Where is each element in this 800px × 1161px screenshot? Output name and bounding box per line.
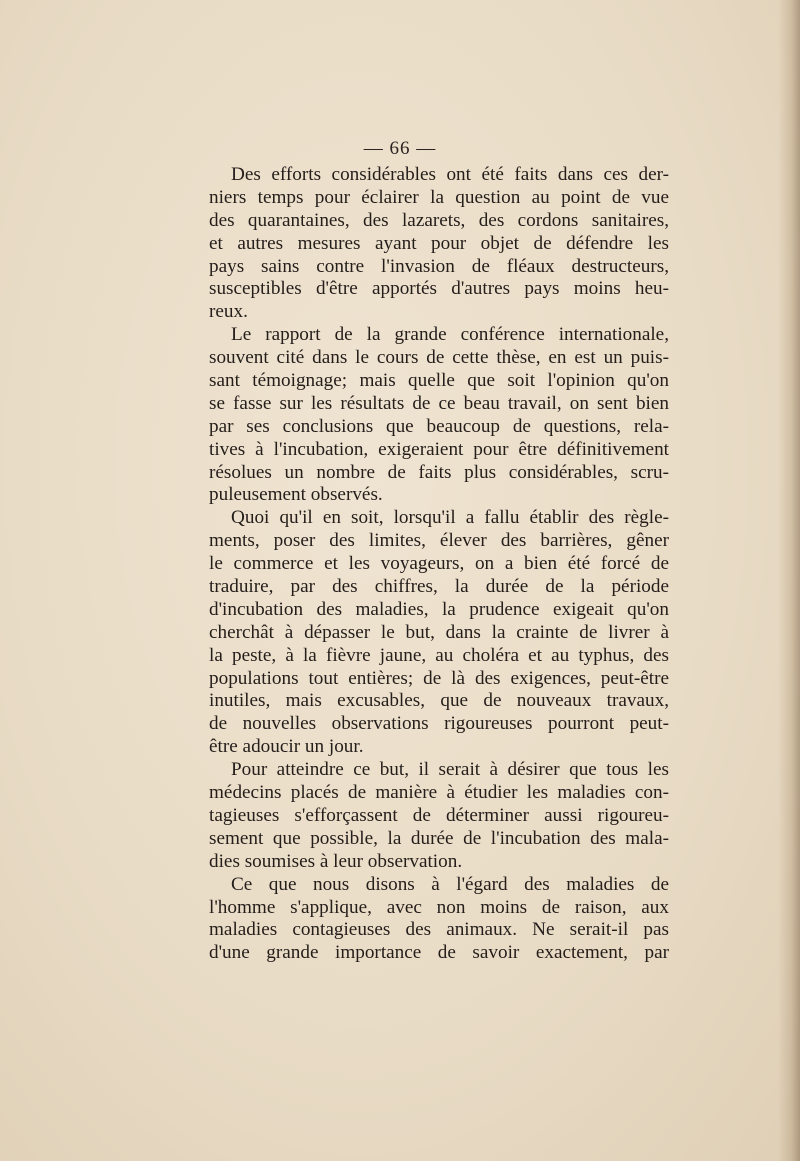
- text-line: se fasse sur les résultats de ce beau travail, on sent bien: [209, 392, 669, 414]
- text-line: maladies contagieuses des animaux. Ne serait-il pas: [209, 919, 669, 941]
- text-line: sant témoignage; mais quelle que soit l'opinion qu'on: [209, 370, 669, 392]
- text-line: pays sains contre l'invasion de fléaux destructeurs,: [209, 255, 669, 277]
- text-line: l'homme s'applique, avec non moins de raison, aux: [209, 896, 669, 918]
- text-line: Quoi qu'il en soit, lorsqu'il a fallu établir des règle-: [231, 507, 669, 529]
- body-text: [209, 164, 669, 965]
- text-line: susceptibles d'être apportés d'autres pays moins heu-: [209, 278, 669, 300]
- page-edge-shadow: [778, 0, 800, 1161]
- text-line: populations tout entières; de là des exigences, peut-être: [209, 667, 669, 689]
- text-line: Pour atteindre ce but, il serait à désirer que tous les: [231, 759, 669, 781]
- text-line: des quarantaines, des lazarets, des cordons sanitaires,: [209, 209, 669, 231]
- text-line: Le rapport de la grande conférence internationale,: [231, 324, 669, 346]
- text-line: souvent cité dans le cours de cette thèse, en est un puis-: [209, 347, 669, 369]
- text-line: le commerce et les voyageurs, on a bien été forcé de: [209, 553, 669, 575]
- text-line: cherchât à dépasser le but, dans la crainte de livrer à: [209, 621, 669, 643]
- text-line: de nouvelles observations rigoureuses pourront peut-: [209, 713, 669, 735]
- text-line: être adoucir un jour.: [209, 736, 364, 758]
- text-line: la peste, à la fièvre jaune, au choléra et au typhus, des: [209, 644, 669, 666]
- text-line: traduire, par des chiffres, la durée de la période: [209, 576, 669, 598]
- text-line: résolues un nombre de faits plus considérables, scru-: [209, 461, 669, 483]
- text-line: Ce que nous disons à l'égard des maladies de: [231, 873, 669, 895]
- text-line: reux.: [209, 301, 248, 323]
- text-line: et autres mesures ayant pour objet de défendre les: [209, 232, 669, 254]
- text-line: d'une grande importance de savoir exactement, par: [209, 942, 669, 964]
- text-line: tagieuses s'efforçassent de déterminer aussi rigoureu-: [209, 804, 669, 826]
- text-line: par ses conclusions que beaucoup de questions, rela-: [209, 415, 669, 437]
- text-line: dies soumises à leur observation.: [209, 850, 463, 872]
- text-line: d'incubation des maladies, la prudence exigeait qu'on: [209, 598, 669, 620]
- text-line: tives à l'incubation, exigeraient pour être définitivement: [209, 438, 669, 460]
- text-line: sement que possible, la durée de l'incubation des mala-: [209, 827, 669, 849]
- text-line: Des efforts considérables ont été faits dans ces der-: [231, 164, 669, 185]
- text-line: inutiles, mais excusables, que de nouveaux travaux,: [209, 690, 669, 712]
- text-line: médecins placés de manière à étudier les maladies con-: [209, 782, 669, 804]
- text-line: niers temps pour éclairer la question au point de vue: [209, 186, 669, 208]
- text-line: ments, poser des limites, élever des barrières, gêner: [209, 530, 669, 552]
- page-number: — 66 —: [363, 138, 437, 159]
- text-line: puleusement observés.: [209, 484, 383, 506]
